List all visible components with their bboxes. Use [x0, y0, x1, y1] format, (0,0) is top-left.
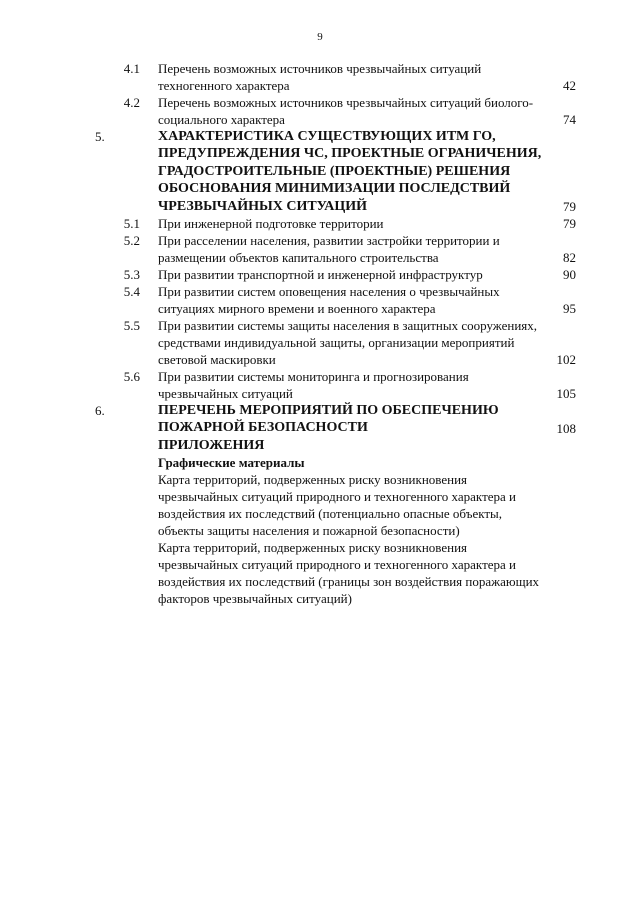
toc-entry-title: ПЕРЕЧЕНЬ МЕРОПРИЯТИЙ ПО ОБЕСПЕЧЕНИЮ ПОЖАРНОЙ БЕЗОПАСНОСТИ — [158, 403, 499, 436]
toc-entry-page: 82 — [563, 250, 576, 266]
toc-entry-number: 5.3 — [123, 267, 140, 283]
toc-entry-6 — [0, 402, 640, 437]
toc-entry-title: При инженерной подготовке территории — [158, 216, 384, 232]
appendix-section — [0, 437, 640, 607]
toc-entry-page: 79 — [563, 216, 576, 232]
appendix-item: Карта территорий, подверженных риску возникновения чрезвычайных ситуаций природного и техногенного характера и воздействия их последствий (границы зон воздействия поражающих факторов чрезвычайных ситуаций) — [158, 540, 540, 607]
toc-entry-title: При развитии транспортной и инженерной инфраструктур — [158, 267, 483, 283]
toc-entry-page: 90 — [563, 267, 576, 283]
toc-entry-page: 74 — [563, 112, 576, 127]
toc-entry-title: При расселении населения, развитии застройки территории и размещении объектов капитального строительства — [158, 233, 500, 266]
toc-entry-page: 79 — [563, 199, 576, 215]
toc-entry-number: 5. — [95, 129, 105, 144]
toc-entry-5-5 — [0, 317, 640, 368]
toc-entry-page: 108 — [556, 420, 576, 436]
appendix-title: ПРИЛОЖЕНИЯ — [158, 437, 265, 453]
toc-entry-page: 102 — [556, 352, 576, 368]
toc-entry-5-6 — [0, 368, 640, 402]
toc-entry-title: При развитии системы мониторинга и прогнозирования чрезвычайных ситуаций — [158, 369, 469, 402]
toc-entry-5-2 — [0, 232, 640, 266]
toc-entry-number: 5.6 — [123, 369, 140, 385]
toc-entry-5-1 — [0, 215, 640, 232]
toc-entry-title: Перечень возможных источников чрезвычайных ситуаций биолого-социального характера — [158, 95, 534, 127]
toc-entry-number: 5.2 — [123, 233, 140, 249]
toc-entry-number: 4.1 — [123, 61, 140, 76]
toc-entry-number: 6. — [95, 403, 105, 419]
toc-entry-4-2 — [0, 94, 640, 128]
toc-entry-page: 105 — [556, 386, 576, 402]
toc-entry-number: 4.2 — [123, 95, 140, 110]
toc-entry-title: При развитии систем оповещения населения о чрезвычайных ситуациях мирного времени и военного характера — [158, 284, 500, 317]
toc-entry-5-3 — [0, 266, 640, 283]
page-number: 9 — [317, 31, 323, 43]
toc-entry-number: 5.5 — [123, 318, 140, 334]
toc-entry-title: Перечень возможных источников чрезвычайных ситуаций техногенного характера — [158, 61, 482, 93]
table-of-contents — [0, 60, 640, 607]
graphics-heading: Графические материалы — [158, 455, 305, 471]
appendix-item: Карта территорий, подверженных риску возникновения чрезвычайных ситуаций природного и техногенного характера и воздействия их последствий (потенциально опасные объекты, объекты защиты населения и пожарной безопасности) — [158, 472, 516, 539]
toc-entry-5-4 — [0, 283, 640, 317]
toc-entry-5 — [0, 128, 640, 215]
toc-entry-4-1 — [0, 60, 640, 94]
toc-entry-title: При развитии системы защиты населения в защитных сооружениях, средствами индивидуальной защиты, организации мероприятий световой маскировки — [158, 318, 537, 368]
toc-entry-page: 95 — [563, 301, 576, 317]
toc-entry-page: 42 — [563, 78, 576, 93]
toc-entry-title: ХАРАКТЕРИСТИКА СУЩЕСТВУЮЩИХ ИТМ ГО, ПРЕДУПРЕЖДЕНИЯ ЧС, ПРОЕКТНЫЕ ОГРАНИЧЕНИЯ, ГРАДОСТРОИТЕЛЬНЫЕ (ПРОЕКТНЫЕ) РЕШЕНИЯ ОБОСНОВАНИЯ МИНИМИЗАЦИИ ПОСЛЕДСТВИЙ ЧРЕЗВЫЧАЙНЫХ СИТУАЦИЙ — [158, 129, 542, 214]
toc-entry-number: 5.4 — [123, 284, 140, 300]
toc-entry-number: 5.1 — [123, 216, 140, 232]
